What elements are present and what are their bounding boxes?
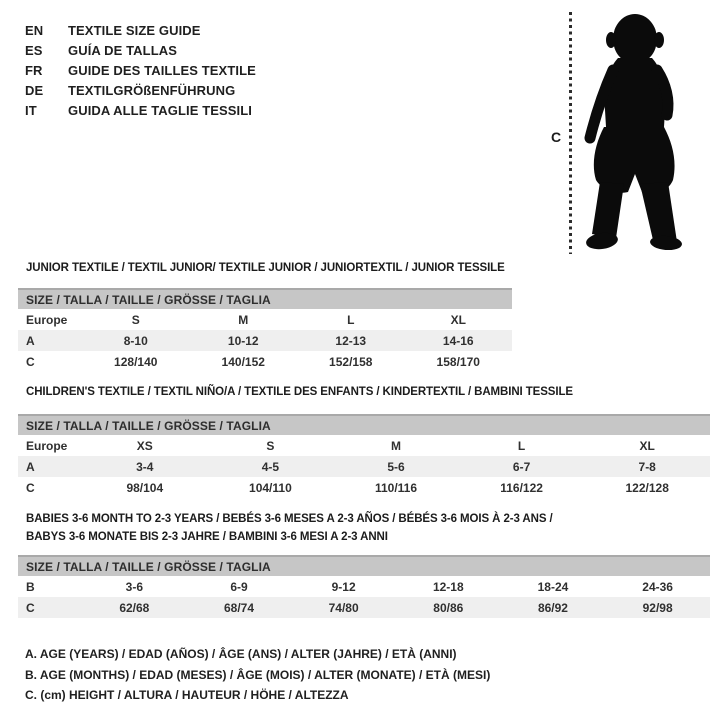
size-cell: L bbox=[347, 312, 355, 327]
age-cell: 3-6 bbox=[125, 579, 143, 594]
height-dotted-line bbox=[569, 12, 572, 254]
childrens-table-title: CHILDREN'S TEXTILE / TEXTIL NIÑO/A / TEXTILE DES ENFANTS / KINDERTEXTIL / BAMBINI TESSILE bbox=[26, 386, 573, 398]
height-cell: 122/128 bbox=[625, 480, 669, 495]
junior-textile-section bbox=[18, 261, 512, 372]
age-cell: 12-13 bbox=[297, 330, 405, 351]
height-cell: 74/80 bbox=[291, 597, 396, 618]
childrens-textile-section bbox=[18, 385, 710, 498]
language-title: GUIDE DES TAILLES TEXTILE bbox=[68, 62, 256, 78]
size-cell: M bbox=[390, 438, 401, 453]
height-cell: 86/92 bbox=[501, 597, 606, 618]
age-cell: 7-8 bbox=[584, 456, 710, 477]
size-cell: M bbox=[238, 312, 249, 327]
language-title: GUÍA DE TALLAS bbox=[68, 42, 178, 58]
language-title: TEXTILE SIZE GUIDE bbox=[68, 22, 201, 38]
language-code: FR bbox=[25, 62, 43, 78]
table-header-row bbox=[18, 289, 512, 309]
height-measure-label: C bbox=[551, 129, 562, 145]
row-label: C bbox=[26, 480, 35, 495]
height-cell: 98/104 bbox=[126, 480, 164, 495]
size-cell: XL bbox=[639, 438, 655, 453]
height-cell: 104/110 bbox=[249, 480, 292, 495]
junior-table-title: JUNIOR TEXTILE / TEXTIL JUNIOR/ TEXTILE JUNIOR / JUNIORTEXTIL / JUNIOR TESSILE bbox=[26, 262, 505, 274]
height-cell: 128/140 bbox=[114, 354, 158, 369]
language-row-fr bbox=[25, 60, 256, 80]
size-cell: XS bbox=[136, 438, 153, 453]
language-row-de bbox=[25, 80, 256, 100]
language-title: GUIDA ALLE TAGLIE TESSILI bbox=[68, 102, 253, 118]
age-cell: 6-7 bbox=[459, 456, 585, 477]
size-cell: S bbox=[131, 312, 140, 327]
row-label: B bbox=[26, 579, 35, 594]
toddler-silhouette-icon bbox=[580, 12, 685, 250]
size-cell: S bbox=[266, 438, 275, 453]
language-code: DE bbox=[25, 82, 44, 98]
height-cell: 62/68 bbox=[82, 597, 187, 618]
height-cell: 80/86 bbox=[396, 597, 501, 618]
size-header-cell: SIZE / TALLA / TAILLE / GRÖSSE / TAGLIA bbox=[18, 415, 710, 435]
table-row-age-months bbox=[18, 576, 710, 597]
table-row-height bbox=[18, 597, 710, 618]
junior-size-table bbox=[18, 288, 512, 372]
note-height-cm: C. (cm) HEIGHT / ALTURA / HAUTEUR / HÖHE / ALTEZZA bbox=[25, 688, 349, 703]
table-row-height bbox=[18, 351, 512, 372]
age-cell: 14-16 bbox=[405, 330, 513, 351]
child-height-figure bbox=[540, 8, 710, 258]
language-row-es bbox=[25, 40, 256, 60]
size-header-cell: SIZE / TALLA / TAILLE / GRÖSSE / TAGLIA bbox=[18, 556, 710, 576]
age-cell: 10-12 bbox=[190, 330, 298, 351]
age-cell: 3-4 bbox=[82, 456, 208, 477]
height-cell: 68/74 bbox=[187, 597, 292, 618]
row-label: Europe bbox=[26, 312, 68, 327]
row-label: A bbox=[18, 456, 82, 477]
table-header-row bbox=[18, 415, 710, 435]
table-row-europe bbox=[18, 435, 710, 456]
size-cell: XL bbox=[450, 312, 466, 327]
height-cell: 116/122 bbox=[500, 480, 543, 495]
row-label: Europe bbox=[26, 438, 68, 453]
age-cell: 24-36 bbox=[642, 579, 673, 594]
babies-textile-section bbox=[18, 511, 710, 618]
language-row-en bbox=[25, 20, 256, 40]
height-cell: 158/170 bbox=[436, 354, 480, 369]
language-row-it bbox=[25, 100, 256, 120]
table-row-europe bbox=[18, 309, 512, 330]
height-cell: 140/152 bbox=[221, 354, 265, 369]
size-cell: L bbox=[517, 438, 526, 453]
language-code: EN bbox=[25, 22, 44, 38]
row-label: C bbox=[26, 354, 35, 369]
language-title: TEXTILGRÖßENFÜHRUNG bbox=[68, 82, 236, 98]
age-cell: 6-9 bbox=[230, 579, 248, 594]
age-cell: 18-24 bbox=[537, 579, 569, 594]
note-age-years: A. AGE (YEARS) / EDAD (AÑOS) / ÂGE (ANS) / ALTER (JAHRE) / ETÀ (ANNI) bbox=[25, 647, 457, 662]
height-cell: 92/98 bbox=[605, 597, 710, 618]
babies-size-table bbox=[18, 555, 710, 618]
age-cell: 5-6 bbox=[333, 456, 459, 477]
babies-table-title bbox=[18, 511, 710, 546]
row-label: C bbox=[18, 597, 82, 618]
table-row-age bbox=[18, 330, 512, 351]
babies-title-line-1: BABIES 3-6 MONTH TO 2-3 YEARS / BEBÉS 3-6 MESES A 2-3 AÑOS / BÉBÉS 3-6 MOIS À 2-3 ANS / bbox=[26, 513, 553, 525]
size-header-cell: SIZE / TALLA / TAILLE / GRÖSSE / TAGLIA bbox=[18, 289, 512, 309]
age-cell: 12-18 bbox=[432, 579, 464, 594]
table-row-age bbox=[18, 456, 710, 477]
babies-title-line-2: BABYS 3-6 MONATE BIS 2-3 JAHRE / BAMBINI 3-6 MESI A 2-3 ANNI bbox=[26, 530, 388, 543]
age-cell: 8-10 bbox=[82, 330, 190, 351]
childrens-size-table bbox=[18, 414, 710, 498]
height-cell: 152/158 bbox=[329, 354, 373, 369]
age-cell: 4-5 bbox=[208, 456, 334, 477]
row-label: A bbox=[18, 330, 82, 351]
table-header-row bbox=[18, 556, 710, 576]
language-code: ES bbox=[25, 42, 43, 58]
age-cell: 9-12 bbox=[331, 579, 356, 594]
language-list bbox=[25, 20, 256, 120]
note-age-months: B. AGE (MONTHS) / EDAD (MESES) / ÂGE (MOIS) / ALTER (MONATE) / ETÀ (MESI) bbox=[25, 667, 491, 682]
table-row-height bbox=[18, 477, 710, 498]
legend-notes bbox=[25, 644, 490, 706]
height-cell: 110/116 bbox=[374, 480, 418, 495]
language-code: IT bbox=[25, 102, 37, 118]
